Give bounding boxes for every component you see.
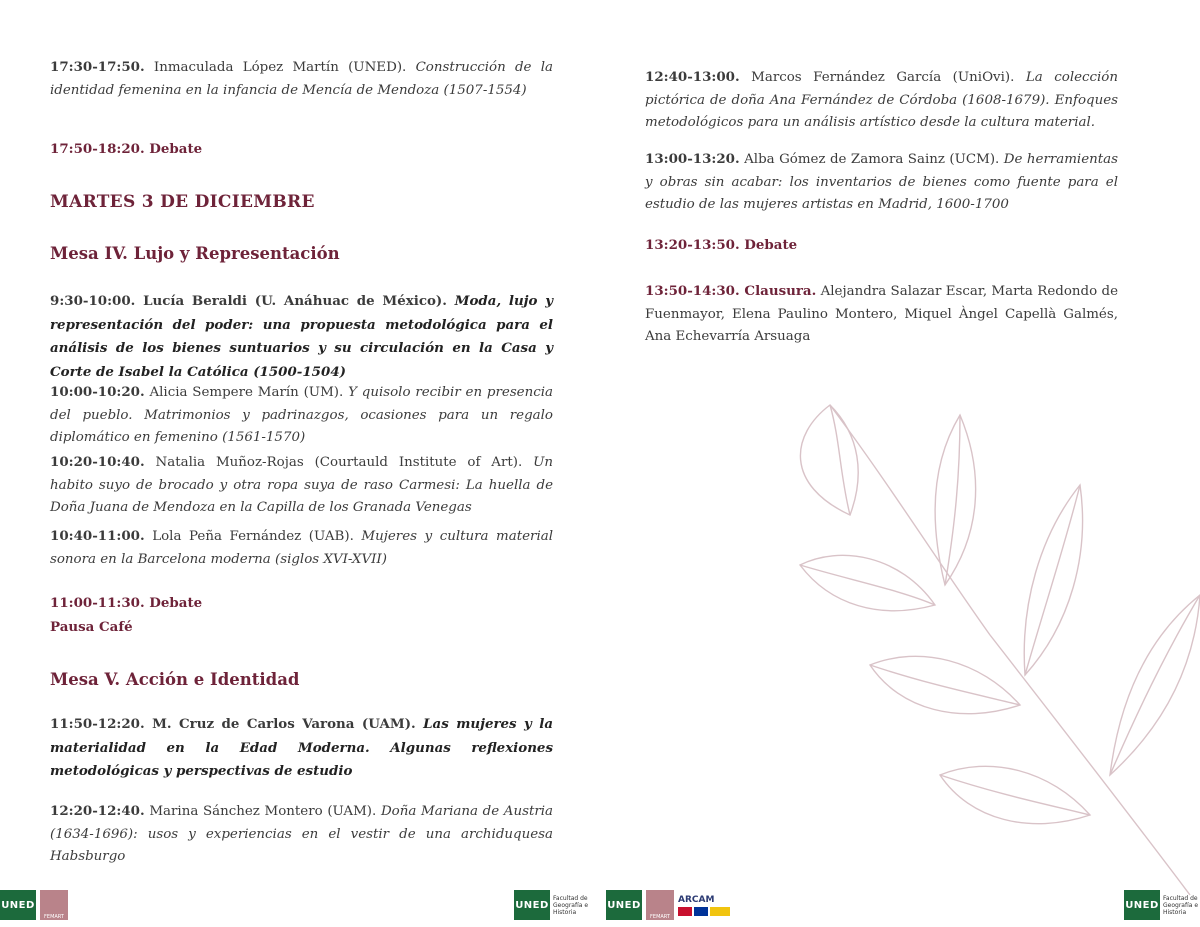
leaf [800, 405, 858, 515]
femart-logo: FEMART [40, 890, 68, 920]
program-entry [645, 148, 1118, 217]
session-heading: Mesa V. Acción e Identidad [50, 670, 300, 689]
entry-speaker: M. Cruz de Carlos Varona (UAM). [144, 716, 424, 732]
entry-time: 12:20-12:40. [50, 803, 145, 819]
uned-logo: UNED [0, 890, 36, 920]
footer-logo-faculty [514, 890, 593, 920]
leaf-vein [1110, 595, 1200, 775]
uned-logo: UNED [514, 890, 550, 920]
debate-slot: 17:50-18:20. Debate [50, 141, 203, 157]
footer-logos-left [0, 890, 68, 920]
debate-slot: 13:20-13:50. Debate [645, 237, 798, 253]
funding-flags [678, 907, 730, 916]
day-heading: MARTES 3 DE DICIEMBRE [50, 192, 315, 212]
uned-logo: UNED [606, 890, 642, 920]
entry-time: 13:00-13:20. [645, 151, 740, 167]
entry-title: La colección pictórica de doña Ana Fernández de Córdoba (1608-1679). Enfoques metodológicos para un análisis artístico desde la cultura material. [645, 70, 1118, 130]
closing-entry [645, 280, 1118, 349]
entry-time: 12:40-13:00. [645, 69, 740, 85]
entry-time: 10:40-11:00. [50, 528, 145, 544]
entry-speaker: Lucía Beraldi (U. Anáhuac de México). [135, 293, 455, 309]
entry-speaker: Marina Sánchez Montero (UAM). [144, 804, 381, 819]
eu-flag-icon [694, 907, 708, 916]
footer-logos-right-page [606, 890, 730, 920]
program-entry [50, 290, 553, 384]
program-entry [50, 525, 553, 571]
femart-logo: FEMART [646, 890, 674, 920]
program-entry [50, 381, 553, 450]
entry-time: 17:30-17:50. [50, 59, 145, 75]
arcam-logo: ARCAM [678, 894, 715, 905]
session-heading: Mesa IV. Lujo y Representación [50, 244, 340, 263]
entry-time: 10:00-10:20. [50, 384, 145, 400]
closing-speakers: Alejandra Salazar Escar, Marta Redondo de Fuenmayor, Elena Paulino Montero, Miquel Àngel Capellà Galmés, Ana Echevarría Arsuaga [645, 284, 1118, 344]
entry-time: 11:50-12:20. [50, 716, 145, 732]
faculty-label: Facultad de Geografía e Historia [553, 894, 589, 916]
program-entry [50, 800, 553, 869]
program-entry [50, 56, 553, 102]
entry-time: 9:30-10:00. [50, 293, 136, 309]
coffee-break: Pausa Café [50, 619, 133, 635]
footer-logo-faculty-right [1124, 890, 1199, 920]
entry-time: 13:50-14:30. [645, 283, 740, 299]
entry-title: Mujeres y cultura material sonora en la Barcelona moderna (siglos XVI-XVII) [50, 529, 553, 567]
entry-title: Las mujeres y la materialidad en la Edad Moderna. Algunas reflexiones metodológicas y perspectivas de estudio [50, 716, 553, 779]
entry-speaker: Natalia Muñoz-Rojas (Courtauld Institute of Art). [144, 455, 534, 470]
program-entry [50, 713, 553, 784]
funding-badge-icon [710, 907, 730, 916]
leaf-vein [800, 565, 935, 605]
entry-title: De herramientas y obras sin acabar: los inventarios de bienes como fuente para el estudio de las mujeres artistas en Madrid, 1600-1700 [645, 152, 1118, 212]
closing-label: Clausura. [739, 283, 817, 299]
spain-flag-icon [678, 907, 692, 916]
entry-time: 10:20-10:40. [50, 454, 145, 470]
entry-speaker: Alicia Sempere Marín (UM). [144, 385, 349, 400]
leaf [940, 766, 1090, 823]
faculty-label: Facultad de Geografía e Historia [1163, 894, 1199, 916]
program-entry [645, 66, 1118, 135]
entry-speaker: Inmaculada López Martín (UNED). [144, 60, 416, 75]
leaf [870, 656, 1020, 713]
entry-speaker: Lola Peña Fernández (UAB). [144, 529, 362, 544]
entry-speaker: Marcos Fernández García (UniOvi). [739, 70, 1026, 85]
entry-title: Doña Mariana de Austria (1634-1696): usos y experiencias en el vestir de una archiduquesa Habsburgo [50, 804, 553, 864]
entry-title: Construcción de la identidad femenina en la infancia de Mencía de Mendoza (1507-1554) [50, 60, 554, 98]
leaf [1110, 595, 1200, 775]
leaf-branch-illustration [770, 395, 1200, 905]
entry-title: Un habito suyo de brocado y otra ropa suya de raso Carmesi: La huella de Doña Juana de Mendoza en la Capilla de los Granada Venegas [50, 455, 553, 515]
entry-title: Moda, lujo y representación del poder: una propuesta metodológica para el análisis de los bienes suntuarios y su circulación en la Casa y Corte de Isabel la Católica (1500-1504) [50, 293, 553, 380]
leaf-vein [830, 405, 850, 515]
program-entry [50, 451, 553, 520]
uned-logo: UNED [1124, 890, 1160, 920]
entry-title: Y quisolo recibir en presencia del pueblo. Matrimonios y padrinazgos, ocasiones para un regalo diplomático en femenino (1561-1570) [50, 385, 553, 445]
arcam-logo-group [678, 895, 730, 916]
debate-slot: 11:00-11:30. Debate [50, 595, 203, 611]
entry-speaker: Alba Gómez de Zamora Sainz (UCM). [739, 152, 1004, 167]
